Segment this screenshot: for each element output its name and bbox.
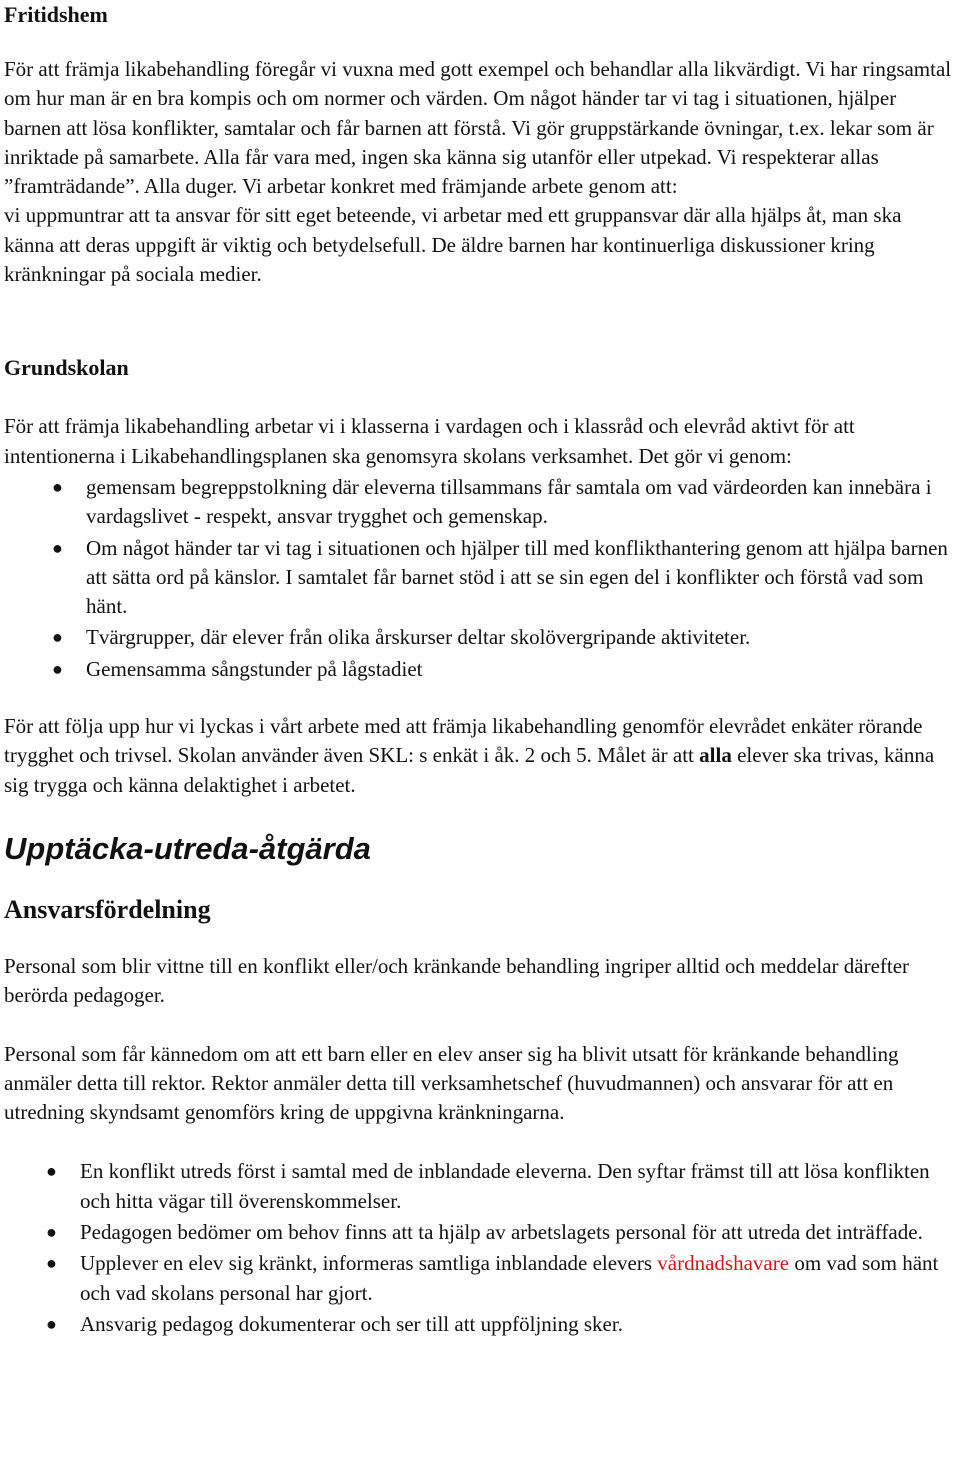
grundskolan-followup (4, 712, 956, 800)
bullet-icon: ● (46, 1161, 57, 1182)
followup-text-b: elever ska trivas, känna sig trygga och känna delaktighet i arbetet. (4, 743, 935, 797)
subheading-ansvarsfordelning: Ansvarsfördelning (4, 894, 211, 924)
bullet-icon: ● (46, 1253, 57, 1274)
list-item (4, 534, 956, 622)
list-item (4, 1249, 956, 1308)
ansvar-paragraph-2: Personal som får kännedom om att ett barn eller en elev anser sig ha blivit utsatt för kränkande behandling anmäler detta till rektor. Rektor anmäler detta till verksamhetschef (huvudmannen) och ansvarar för att en utredning skyndsamt genomförs kring de uppgivna kränkningarna. (4, 1041, 899, 1125)
list-item (4, 473, 956, 532)
list-item (4, 623, 956, 652)
followup-text-a: För att följa upp hur vi lyckas i vårt arbete med att främja likabehandling genomför elevrådet enkäter rörande trygghet och trivsel. Skolan använder även SKL: s enkät i åk. 2 och 5. Målet är att (4, 714, 923, 768)
section-heading-fritidshem: Fritidshem (4, 2, 108, 27)
fritidshem-paragraph-2: vi uppmuntrar att ta ansvar för sitt eget beteende, vi arbetar med ett gruppansvar där alla hjälps åt, man ska känna att deras uppgift är viktig och betydelsefull. De äldre barnen har kontinuerliga diskussioner kring kränkningar på sociala medier. (4, 203, 902, 287)
section-title-upptacka: Upptäcka-utreda-åtgärda (4, 830, 371, 866)
ansvar-bullet-list (4, 1157, 956, 1339)
fritidshem-paragraph-1: För att främja likabehandling föregår vi vuxna med gott exempel och behandlar alla likvärdigt. Vi har ringsamtal om hur man är en bra kompis och om normer och värden. Om något händer tar vi tag i situationen, hjälper barnen att lösa konflikter, samtalar och får barnen att förstå. Vi gör gruppstärkande övningar, t.ex. lekar som är inriktade på samarbete. Alla får vara med, ingen ska känna sig utanför eller utpekad. Vi respekterar allas ”framträdande”. Alla duger. Vi arbetar konkret med främjande arbete genom att: (4, 57, 952, 199)
list-item-text: gemensam begreppstolkning där eleverna tillsammans får samtala om vad värdeorden kan innebära i vardagslivet - respekt, ansvar trygghet och gemenskap. (86, 474, 932, 529)
ansvar-paragraph-1: Personal som blir vittne till en konflikt eller/och kränkande behandling ingriper alltid och meddelar därefter berörda pedagoger. (4, 953, 910, 1008)
bullet-icon: ● (52, 627, 63, 648)
list-item (4, 1310, 956, 1339)
list-item-text: Om något händer tar vi tag i situationen och hjälper till med konflikthantering genom att hjälpa barnen att sätta ord på känslor. I samtalet får barnet stöd i att se sin egen del i konflikter och förstå vad som hänt. (86, 535, 948, 619)
list-item (4, 1157, 956, 1216)
list-item-text: Tvärgrupper, där elever från olika årskurser deltar skolövergripande aktiviteter. (86, 625, 751, 650)
bullet-icon: ● (52, 658, 63, 679)
bullet-icon: ● (46, 1313, 57, 1334)
list-item (4, 655, 956, 684)
list-item-text: Ansvarig pedagog dokumenterar och ser till att uppföljning sker. (80, 1311, 623, 1336)
list-item (4, 1218, 956, 1247)
bullet-icon: ● (46, 1222, 57, 1243)
list-item-text-b: om vad som hänt och vad skolans personal har gjort. (80, 1251, 939, 1305)
list-item-text: En konflikt utreds först i samtal med de inblandade eleverna. Den syftar främst till att lösa konflikten och hitta vägar till överenskommelser. (80, 1159, 930, 1213)
list-item-text-a: Upplever en elev sig kränkt, informeras samtliga inblandade elevers (80, 1251, 658, 1276)
list-item-text: Gemensamma sångstunder på lågstadiet (86, 656, 423, 681)
section-heading-grundskolan: Grundskolan (4, 355, 129, 381)
highlighted-word: vårdnadshavare (657, 1251, 790, 1276)
grundskolan-bullet-list (4, 473, 956, 684)
grundskolan-intro: För att främja likabehandling arbetar vi i klasserna i vardagen och i klassråd och elevråd aktivt för att intentionerna i Likabehandlingsplanen ska genomsyra skolans verksamhet. Det gör vi genom: (4, 414, 855, 468)
bullet-icon: ● (52, 476, 63, 497)
followup-emphasis: alla (699, 743, 732, 768)
list-item-text: Pedagogen bedömer om behov finns att ta hjälp av arbetslagets personal för att utreda det inträffade. (80, 1220, 923, 1245)
bullet-icon: ● (52, 537, 63, 558)
